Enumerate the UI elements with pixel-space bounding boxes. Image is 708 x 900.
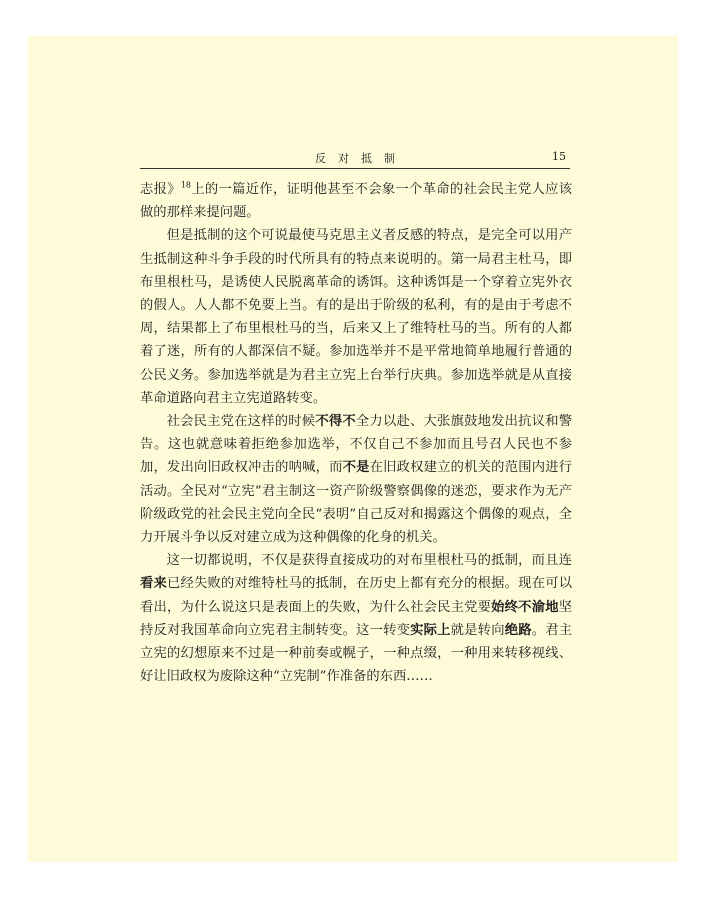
body-text <box>140 178 572 688</box>
footnote-ref: 18 <box>180 180 192 190</box>
text-segment: 志报》 <box>140 182 181 197</box>
text-segment: 上的一篇近作，证明他甚至不会象一个革命的社会民主党人应该做的那样来提问题。 <box>140 182 573 221</box>
text-segment: 已经失败的对维特杜马的抵制，在历史上都有充分的根据。现在可以看出，为什么说这只是表面上的失败，为什么社会民主党要 <box>140 576 573 615</box>
paragraph-4 <box>140 549 572 688</box>
emphasis-text: 始终不渝地 <box>491 599 559 615</box>
emphasis-text: 绝路 <box>504 622 532 638</box>
text-segment: 在旧政权建立的机关的范围内进行活动。全民对“立宪”君主制这一资产阶级警察偶像的迷恋，要求作为无产阶级政党的社会民主党向全民“表明”自己反对和揭露这个偶像的观点，全力开展斗争以反对建立成为这种偶像的化身的机关。 <box>140 460 573 546</box>
paragraph-3 <box>140 410 572 549</box>
text-segment: 。君主立宪的幻想原来不过是一种前奏或幌子，一种点缀，一种用来转移视线、好让旧政权为废除这种“立宪制”作准备的东西…… <box>140 622 573 685</box>
text-segment: 就是转向 <box>450 622 505 638</box>
emphasis-text: 不得不 <box>315 414 356 430</box>
emphasis-text: 实际上 <box>410 622 451 638</box>
text-segment: 社会民主党在这样的时候 <box>166 414 316 430</box>
text-segment: 坚持反对我国革命向立宪君主制转变。这一转变 <box>140 599 573 638</box>
paragraph-1 <box>140 178 572 224</box>
emphasis-text: 不是 <box>342 460 370 476</box>
page-number: 15 <box>552 150 566 163</box>
running-header <box>140 148 570 169</box>
text-segment: 这一切都说明，不仅是获得直接成功的对布里根杜马的抵制，而且连 <box>166 553 572 569</box>
text-segment: 但是抵制的这个可说最使马克思主义者反感的特点，是完全可以用产生抵制这种斗争手段的时代所具有的特点来说明的。第一局君主杜马，即布里根杜马，是诱使人民脱离革命的诱饵。这种诱饵是一个穿着立宪外衣的假人。人人都不免要上当。有的是出于阶级的私利，有的是由于考虑不周，结果都上了布里根杜马的当，后来又上了维特杜马的当。所有的人都着了迷，所有的人都深信不疑。参加选举并不是平常地简单地履行普通的公民义务。参加选举就是为君主立宪上台举行庆典。参加选举就是从直接革命道路向君主立宪道路转变。 <box>140 228 572 406</box>
running-header-title: 反对抵制 <box>315 152 407 165</box>
paragraph-2 <box>140 224 572 410</box>
text-segment: 全力以赴、大张旗鼓地发出抗议和警告。这也就意味着拒绝参加选举，不仅自己不参加而且号召人民也不参加，发出向旧政权冲击的呐喊，而 <box>140 414 573 476</box>
emphasis-text: 看来 <box>140 576 168 592</box>
